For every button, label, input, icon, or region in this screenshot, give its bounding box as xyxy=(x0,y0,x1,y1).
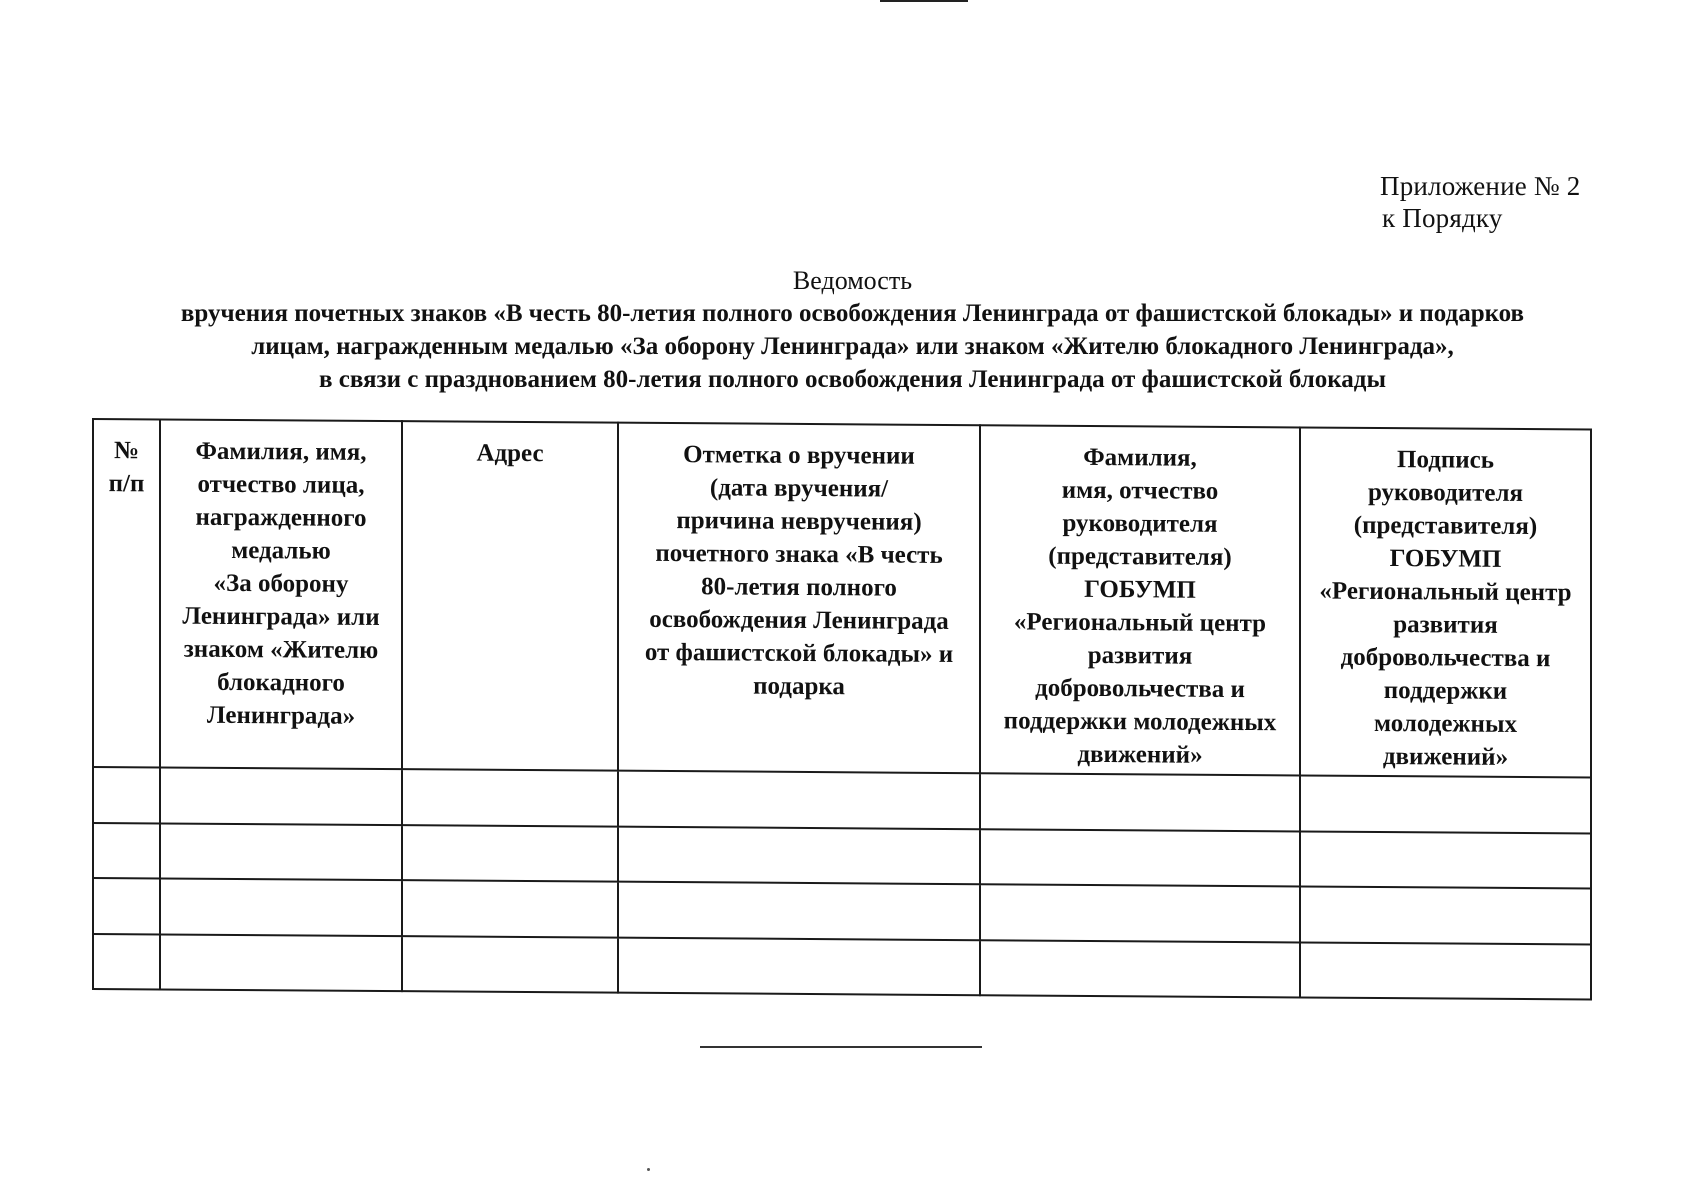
table-cell xyxy=(618,826,980,884)
table-cell xyxy=(93,878,160,934)
appendix-label xyxy=(1380,170,1580,234)
table-header-row xyxy=(93,419,1591,778)
register-table-container xyxy=(92,418,1590,1000)
table-cell xyxy=(160,934,402,991)
table-cell xyxy=(1300,942,1591,999)
table-cell xyxy=(1300,776,1591,833)
table-cell xyxy=(980,829,1300,887)
appendix-number: Приложение № 2 xyxy=(1380,171,1581,201)
document-title: Ведомость xyxy=(792,266,913,295)
column-header-recipient-name: Фамилия, имя, отчество лица, награжденного медалью «За оборону Ленинграда» или знаком «Жителю блокадного Ленинграда» xyxy=(160,419,402,769)
table-cell xyxy=(980,940,1300,998)
table-cell xyxy=(160,823,402,880)
table-cell xyxy=(160,879,402,936)
table-cell xyxy=(618,937,980,995)
table-cell xyxy=(160,768,402,825)
table-row xyxy=(93,934,1591,1000)
appendix-reference: к Порядку xyxy=(1382,203,1503,233)
top-edge-mark xyxy=(880,0,968,2)
heading-line-3: в связи с празднованием 80-летия полного освобождения Ленинграда от фашистской блокады xyxy=(319,366,1386,393)
column-header-manager-signature: Подпись руководителя (представителя) ГОБУМП «Региональный центр развития добровольчества и поддержки молодежных движений» xyxy=(1300,427,1591,777)
heading-line-1: вручения почетных знаков «В честь 80-летия полного освобождения Ленинграда от фашистской блокады» и подарков xyxy=(180,300,1525,327)
scan-speck xyxy=(647,1168,650,1171)
column-header-number: № п/п xyxy=(93,419,160,768)
closing-rule-line xyxy=(700,1046,982,1048)
table-cell xyxy=(618,882,980,940)
table-cell xyxy=(402,825,618,882)
table-cell xyxy=(402,770,618,827)
table-cell xyxy=(93,767,160,823)
register-table xyxy=(92,418,1592,1000)
document-heading xyxy=(100,264,1605,396)
heading-line-2: лицам, награжденным медалью «За оборону Ленинграда» или знаком «Жителю блокадного Ленинграда», xyxy=(251,333,1454,360)
column-header-delivery-mark: Отметка о вручении (дата вручения/ причина невручения) почетного знака «В честь 80-летия полного освобождения Ленинграда от фашистской блокады» и подарка xyxy=(618,423,980,774)
column-header-address: Адрес xyxy=(402,421,618,771)
table-cell xyxy=(93,934,160,990)
table-cell xyxy=(980,774,1300,832)
table-cell xyxy=(618,771,980,829)
table-cell xyxy=(1300,831,1591,888)
table-cell xyxy=(1300,887,1591,944)
table-cell xyxy=(402,936,618,993)
table-cell xyxy=(980,884,1300,942)
table-cell xyxy=(402,880,618,937)
column-header-manager-name: Фамилия, имя, отчество руководителя (представителя) ГОБУМП «Региональный центр развития добровольчества и поддержки молодежных движений» xyxy=(980,425,1300,776)
table-cell xyxy=(93,823,160,879)
